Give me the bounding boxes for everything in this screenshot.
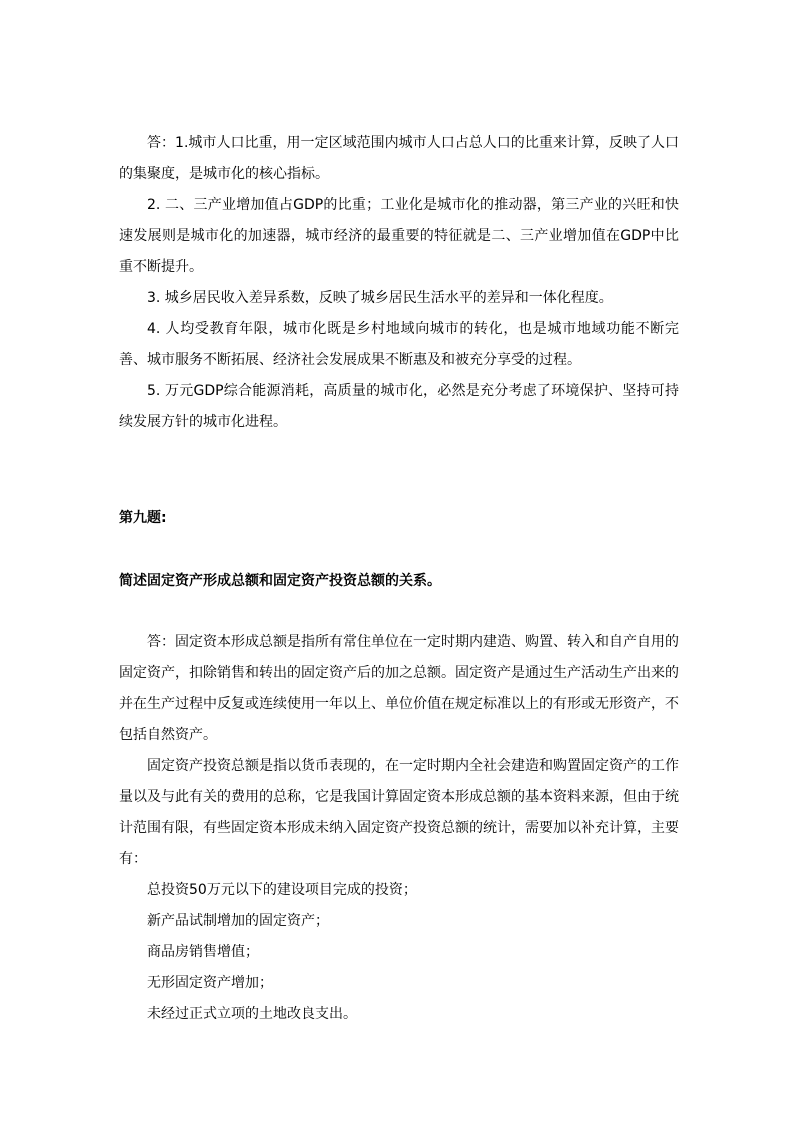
list-item: 无形固定资产增加； xyxy=(147,975,273,991)
answer-8-paragraph-1: 答：1.城市人口比重，用一定区域范围内城市人口占总人口的比重来计算，反映了人口的集聚度，是城市化的核心指标。 xyxy=(119,135,679,182)
list-item: 新产品试制增加的固定资产； xyxy=(147,913,329,929)
list-item: 商品房销售增值； xyxy=(147,944,259,960)
answer-9 xyxy=(119,627,679,1030)
question-9-text: 简述固定资产形成总额和固定资产投资总额的关系。 xyxy=(119,573,441,589)
answer-9-paragraph-2: 固定资产投资总额是指以货币表现的，在一定时期内全社会建造和购置固定资产的工作量以及与此有关的费用的总称，它是我国计算固定资本形成总额的基本资料来源，但由于统计范围有限，有些固定资本形成未纳入固定资产投资总额的统计，需要加以补充计算，主要有： xyxy=(119,758,679,867)
list-item: 总投资50万元以下的建设项目完成的投资； xyxy=(147,882,417,898)
answer-8 xyxy=(119,128,679,438)
answer-8-paragraph-3: 3. 城乡居民收入差异系数，反映了城乡居民生活水平的差异和一体化程度。 xyxy=(147,290,613,306)
answer-8-paragraph-2: 2. 二、三产业增加值占GDP的比重；工业化是城市化的推动器，第三产业的兴旺和快速发展则是城市化的加速器，城市经济的最重要的特征就是二、三产业增加值在GDP中比重不断提升。 xyxy=(119,197,679,275)
answer-8-paragraph-5: 5. 万元GDP综合能源消耗，高质量的城市化，必然是充分考虑了环境保护、坚持可持续发展方针的城市化进程。 xyxy=(119,383,679,430)
question-9-title: 第九题: xyxy=(119,510,167,526)
answer-9-paragraph-1: 答：固定资本形成总额是指所有常住单位在一定时期内建造、购置、转入和自产自用的固定资产，扣除销售和转出的固定资产后的加之总额。固定资产是通过生产活动生产出来的并在生产过程中反复或连续使用一年以上、单位价值在规定标准以上的有形或无形资产，不包括自然资产。 xyxy=(119,634,679,743)
answer-8-paragraph-4: 4. 人均受教育年限，城市化既是乡村地域向城市的转化，也是城市地域功能不断完善、城市服务不断拓展、经济社会发展成果不断惠及和被充分享受的过程。 xyxy=(119,321,679,368)
list-item: 未经过正式立项的土地改良支出。 xyxy=(147,1006,357,1022)
